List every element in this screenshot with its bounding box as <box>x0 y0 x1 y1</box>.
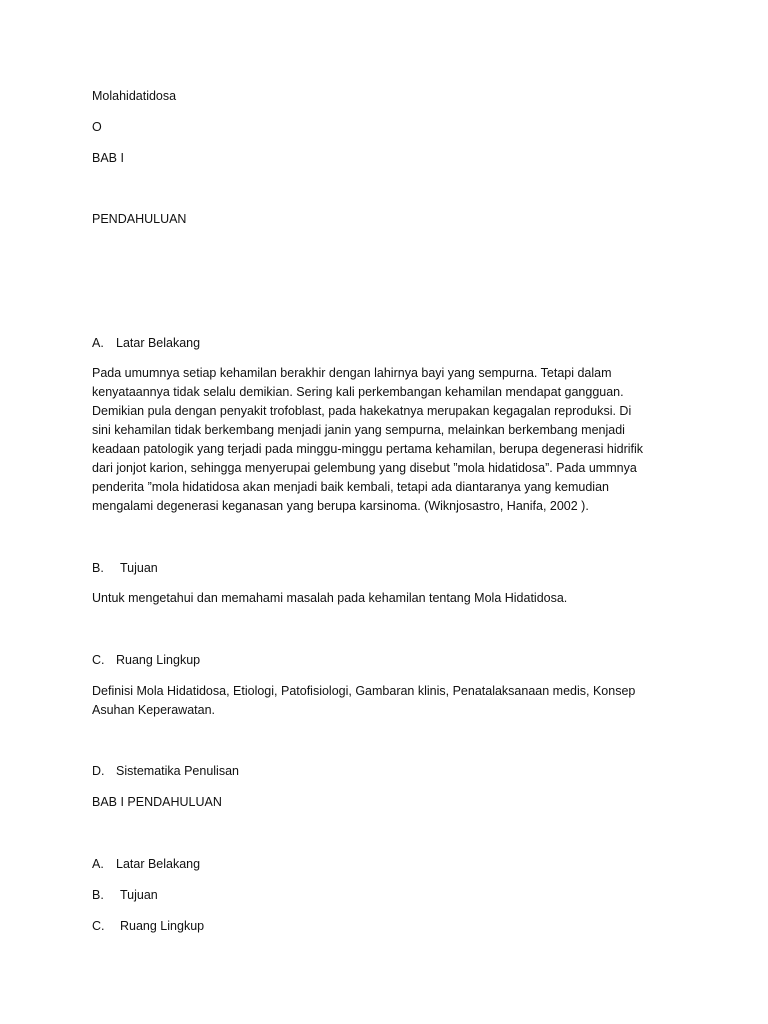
section-a-paragraph <box>92 364 682 516</box>
paragraph-line: penderita ”mola hidatidosa akan menjadi baik kembali, tetapi ada diantaranya yang kemudian <box>92 480 609 494</box>
section-b-text: Untuk mengetahui dan memahami masalah pada kehamilan tentang Mola Hidatidosa. <box>92 591 568 605</box>
paragraph-line: mengalami degenerasi keganasan yang berupa karsinoma. (Wiknjosastro, Hanifa, 2002 ). <box>92 499 589 513</box>
paragraph-line: Demikian pula dengan penyakit trofoblast, pada hakekatnya merupakan kegagalan reproduksi. Di <box>92 404 632 418</box>
section-d-marker: D. <box>92 764 105 778</box>
outline-item-label: Latar Belakang <box>116 857 201 871</box>
outline-item-marker: C. <box>92 919 105 933</box>
section-d-title: Sistematika Penulisan <box>116 764 239 778</box>
section-c-heading <box>92 651 200 670</box>
paragraph-line: keadaan patologik yang terjadi pada minggu-minggu pertama kehamilan, berupa degenerasi hidrifik <box>92 442 644 456</box>
document-title: Molahidatidosa <box>92 89 177 103</box>
bab-label: BAB I <box>92 151 124 165</box>
paragraph-line: Definisi Mola Hidatidosa, Etiologi, Patofisiologi, Gambaran klinis, Penatalaksanaan medis, Konsep <box>92 684 636 698</box>
outline-item-label: Ruang Lingkup <box>120 919 205 933</box>
section-d-heading <box>92 762 239 781</box>
outline-item <box>92 886 158 905</box>
section-b-title: Tujuan <box>120 561 158 575</box>
section-a-heading <box>92 334 200 353</box>
section-c-marker: C. <box>92 653 105 667</box>
outline-subheading: BAB I PENDAHULUAN <box>92 795 222 809</box>
paragraph-line: Asuhan Keperawatan. <box>92 703 216 717</box>
section-c-paragraph <box>92 682 682 720</box>
paragraph-line: Pada umumnya setiap kehamilan berakhir dengan lahirnya bayi yang sempurna. Tetapi dalam <box>92 366 612 380</box>
outline-item <box>92 917 204 936</box>
outline-item-marker: A. <box>92 857 104 871</box>
outline-item <box>92 855 200 874</box>
section-a-marker: A. <box>92 336 104 350</box>
outline-item-label: Tujuan <box>120 888 158 902</box>
zero-marker: O <box>92 120 102 134</box>
section-b-heading <box>92 559 158 578</box>
section-heading: PENDAHULUAN <box>92 212 187 226</box>
section-b-marker: B. <box>92 561 104 575</box>
paragraph-line: dari jonjot karion, sehingga menyerupai gelembung yang disebut ”mola hidatidosa”. Pada ummnya <box>92 461 637 475</box>
paragraph-line: sini kehamilan tidak berkembang menjadi janin yang sempurna, melainkan berkembang menjadi <box>92 423 625 437</box>
outline-item-marker: B. <box>92 888 104 902</box>
section-a-title: Latar Belakang <box>116 336 201 350</box>
section-c-title: Ruang Lingkup <box>116 653 201 667</box>
paragraph-line: kenyataannya tidak selalu demikian. Sering kali perkembangan kehamilan mendapat gangguan. <box>92 385 624 399</box>
